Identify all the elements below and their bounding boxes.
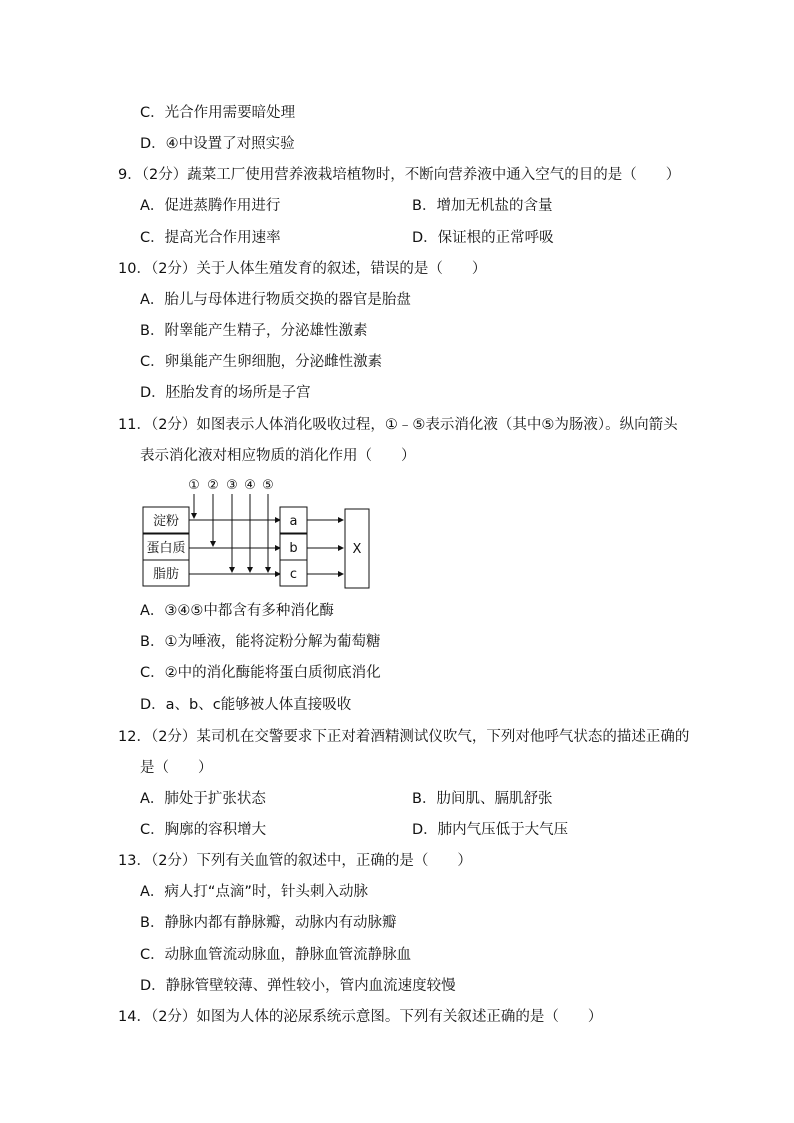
q8-option-c: C．光合作用需要暗处理 — [140, 105, 296, 121]
question-12-continued: 是（ ） — [140, 760, 213, 776]
question-10: 10．（2分）关于人体生殖发育的叙述，错误的是（ ） — [118, 261, 487, 277]
substance-label: 脂肪 — [152, 567, 180, 582]
q9-option-b: B．增加无机盐的含量 — [412, 198, 553, 214]
juice-label: ③ — [226, 478, 238, 493]
q11-option-d: D．a、b、c能够被人体直接吸收 — [140, 697, 352, 713]
q10-option-a: A．胎儿与母体进行物质交换的器官是胎盘 — [140, 292, 411, 308]
q8-option-d: D．④中设置了对照实验 — [140, 136, 295, 152]
question-12: 12．（2分）某司机在交警要求下正对着酒精测试仪吹气，下列对他呼气状态的描述正确的 — [118, 729, 690, 745]
juice-label: ① — [188, 478, 200, 493]
question-11-continued: 表示消化液对相应物质的消化作用（ ） — [140, 448, 416, 464]
digestion-diagram — [140, 474, 380, 592]
product-label: c — [289, 567, 298, 582]
q13-option-b: B．静脉内都有静脉瓣，动脉内有动脉瓣 — [140, 915, 397, 931]
substance-label: 淀粉 — [152, 514, 180, 529]
q12-option-c: C．胸廓的容积增大 — [140, 822, 267, 838]
q10-option-b: B．附睾能产生精子，分泌雄性激素 — [140, 323, 368, 339]
q9-option-d: D．保证根的正常呼吸 — [412, 230, 554, 246]
product-label: a — [289, 514, 298, 529]
q12-option-a: A．肺处于扩张状态 — [140, 791, 266, 807]
q10-option-c: C．卵巢能产生卵细胞，分泌雌性激素 — [140, 354, 383, 370]
q11-option-b: B．①为唾液，能将淀粉分解为葡萄糖 — [140, 634, 381, 650]
question-11: 11．（2分）如图表示人体消化吸收过程，①﹣⑤表示消化液（其中⑤为肠液）。纵向箭头 — [118, 417, 678, 433]
q11-option-a: A．③④⑤中都含有多种消化酶 — [140, 603, 334, 619]
q9-option-c: C．提高光合作用速率 — [140, 230, 281, 246]
q12-option-b: B．肋间肌、膈肌舒张 — [412, 791, 553, 807]
q12-option-d: D．肺内气压低于大气压 — [412, 822, 569, 838]
substance-label: 蛋白质 — [146, 541, 186, 556]
juice-label: ② — [207, 478, 219, 493]
product-label: b — [289, 541, 298, 556]
juice-label: ④ — [244, 478, 256, 493]
q10-option-d: D．胚胎发育的场所是子宫 — [140, 385, 311, 401]
q13-option-c: C．动脉血管流动脉血，静脉血管流静脉血 — [140, 947, 412, 963]
q13-option-a: A．病人打“点滴”时，针头刺入动脉 — [140, 884, 368, 900]
question-13: 13．（2分）下列有关血管的叙述中，正确的是（ ） — [118, 853, 472, 869]
juice-label: ⑤ — [262, 478, 274, 493]
q13-option-d: D．静脉管壁较薄、弹性较小，管内血流速度较慢 — [140, 978, 456, 994]
x-label: X — [352, 542, 362, 557]
question-14: 14．（2分）如图为人体的泌尿系统示意图。下列有关叙述正确的是（ ） — [118, 1009, 603, 1025]
q11-option-c: C．②中的消化酶能将蛋白质彻底消化 — [140, 665, 381, 681]
question-9: 9．（2分）蔬菜工厂使用营养液栽培植物时，不断向营养液中通入空气的目的是（ ） — [118, 167, 681, 183]
q9-option-a: A．促进蒸腾作用进行 — [140, 198, 281, 214]
